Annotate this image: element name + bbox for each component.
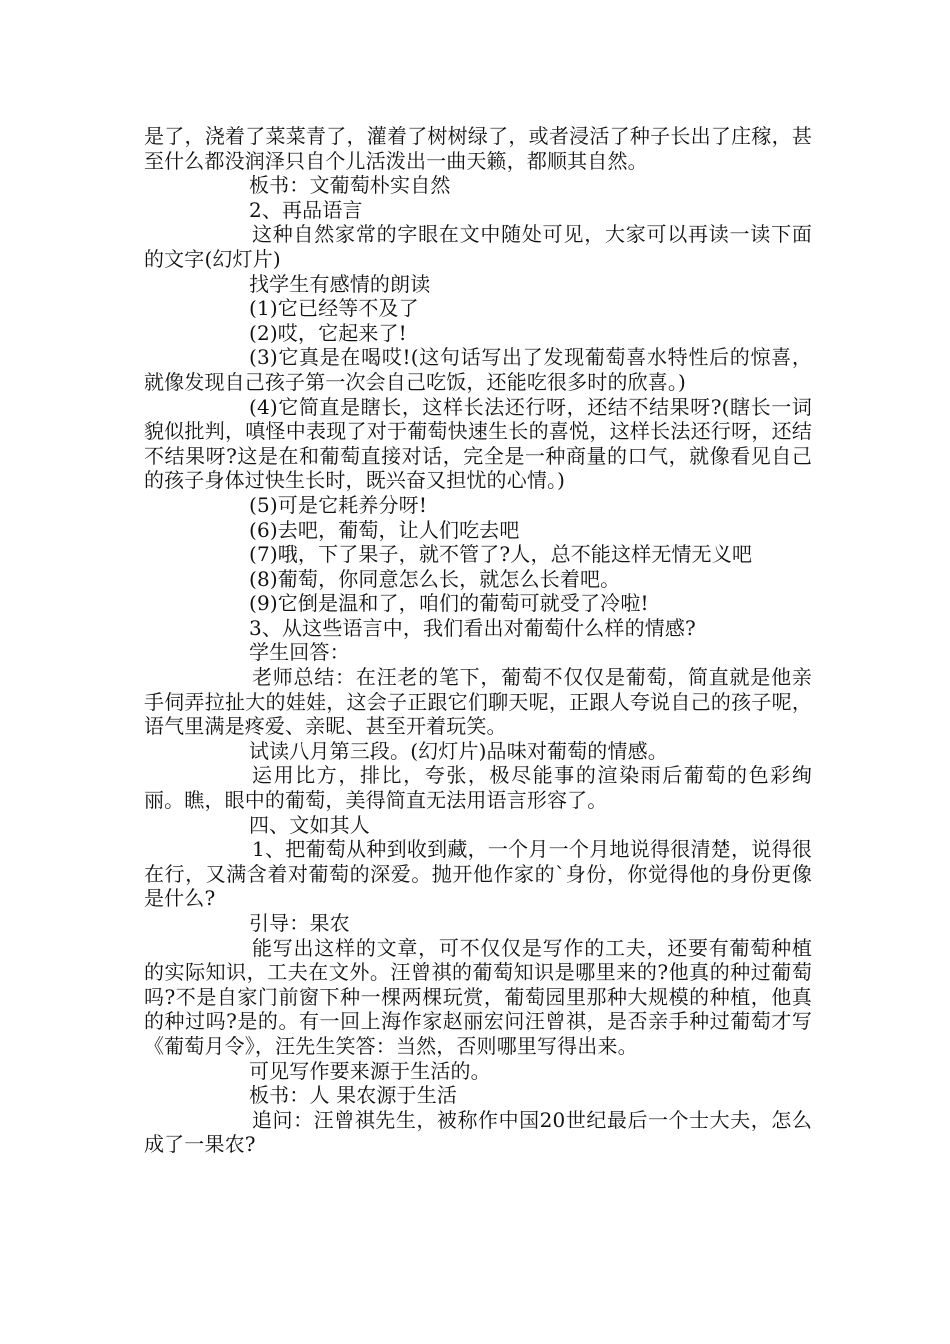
- paragraph: 引导：果农: [249, 911, 350, 935]
- paragraph: 学生回答：: [249, 640, 350, 665]
- paragraph: 是了，浇着了菜菜青了，灌着了树树绿了，或者浸活了种子长出了庄稼，甚至什么都没润泽只自个儿活泼出一曲天籁，都顺其自然。: [144, 124, 812, 173]
- paragraph: 板书：文葡萄朴实自然: [249, 173, 451, 198]
- paragraph: 3、从这些语言中，我们看出对葡萄什么样的情感?: [249, 615, 696, 640]
- paragraph: 找学生有感情的朗读: [249, 271, 431, 296]
- paragraph: (5)可是它耗养分呀!: [249, 492, 428, 517]
- paragraph: 追问：汪曾祺先生，被称作中国20世纪最后一个士大夫，怎么成了一果农?: [144, 1107, 812, 1157]
- paragraph: 四、文如其人: [249, 812, 370, 837]
- paragraph: 2、再品语言: [249, 197, 363, 222]
- paragraph: (8)葡萄，你同意怎么长，就怎么长着吧。: [249, 566, 621, 591]
- paragraph: (3)它真是在喝哎!(这句话写出了发现葡萄喜水特性后的惊喜，就像发现自己孩子第一次会自己吃饭，还能吃很多时的欣喜。): [144, 345, 812, 394]
- document-body: [144, 124, 812, 1157]
- paragraph: (2)哎，它起来了!: [249, 320, 407, 345]
- paragraph: 老师总结：在汪老的笔下，葡萄不仅仅是葡萄，简直就是他亲手伺弄拉扯大的娃娃，这会子正跟它们聊天呢，正跟人夸说自己的孩子呢，语气里满是疼爱、亲昵、甚至开着玩笑。: [144, 665, 812, 739]
- paragraph: (7)哦，下了果子，就不管了?人，总不能这样无情无义吧: [249, 542, 753, 567]
- paragraph: 试读八月第三段。(幻灯片)品味对葡萄的情感。: [249, 738, 668, 763]
- paragraph: 可见写作要来源于生活的。: [249, 1058, 491, 1083]
- paragraph: (6)去吧，葡萄，让人们吃去吧: [249, 517, 520, 542]
- paragraph: 板书：人 果农源于生活: [249, 1083, 458, 1108]
- paragraph: (4)它简直是瞎长，这样长法还行呀，还结不结果呀?(瞎长一词貌似批判，嗔怪中表现了对于葡萄快速生长的喜悦，这样长法还行呀，还结不结果呀?这是在和葡萄直接对话，完全是一种商量的口气，就像看见自己的孩子身体过快生长时，既兴奋又担忧的心情。): [144, 394, 812, 493]
- paragraph: 能写出这样的文章，可不仅仅是写作的工夫，还要有葡萄种植的实际知识，工夫在文外。汪曾祺的葡萄知识是哪里来的?他真的种过葡萄吗?不是自家门前窗下种一棵两棵玩赏，葡萄园里那种大规模的种植，他真的种过吗?是的。有一回上海作家赵丽宏问汪曾祺，是否亲手种过葡萄才写《葡萄月令》，汪先生笑答：当然，否则哪里写得出来。: [144, 935, 812, 1058]
- paragraph: 这种自然家常的字眼在文中随处可见，大家可以再读一读下面的文字(幻灯片): [144, 222, 812, 271]
- paragraph: (1)它已经等不及了: [249, 296, 419, 321]
- paragraph: (9)它倒是温和了，咱们的葡萄可就受了冷啦!: [249, 591, 649, 616]
- paragraph: 运用比方，排比，夸张，极尽能事的渲染雨后葡萄的色彩绚丽。瞧，眼中的葡萄，美得简直无法用语言形容了。: [144, 763, 812, 813]
- paragraph: 1、把葡萄从种到收到藏，一个月一个月地说得很清楚，说得很在行，又满含着对葡萄的深爱。抛开他作家的`身份，你觉得他的身份更像是什么?: [144, 837, 812, 911]
